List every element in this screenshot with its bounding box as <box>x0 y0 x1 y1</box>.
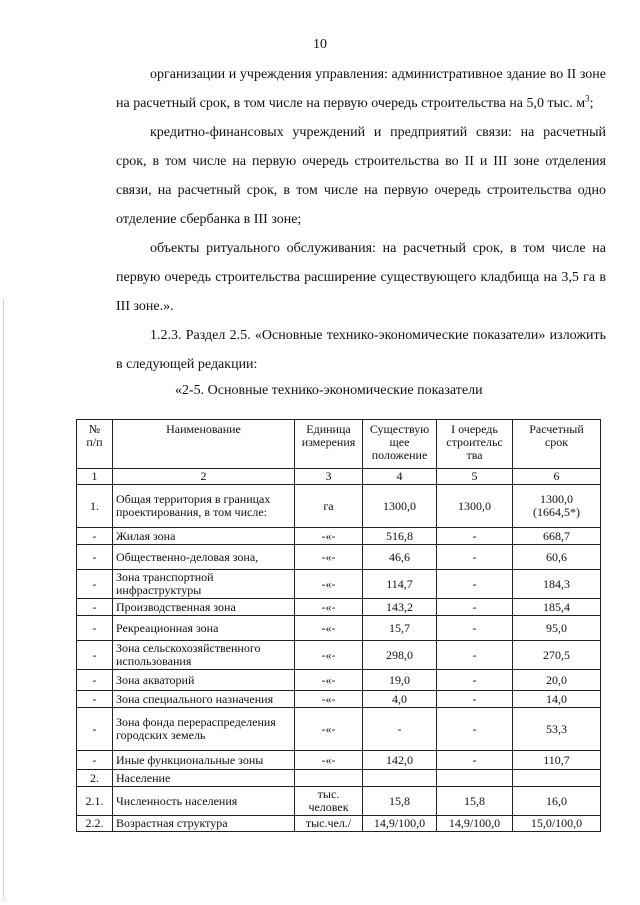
table-row <box>77 616 601 641</box>
header-unit: Единица измерения <box>295 420 363 469</box>
row-first-stage: - <box>437 570 513 599</box>
paragraph-finance: кредитно-финансовых учреждений и предприятий связи: на расчетный срок, в том числе на первую очередь строительства во II и III зоне отделения связи, на расчетный срок, в том числе на первую очередь строительства одно отделение сбербанка в III зоне; <box>116 125 606 227</box>
paragraph-section: 1.2.3. Раздел 2.5. «Основные технико-экономические показатели» изложить в следующей редакции: <box>116 328 606 372</box>
row-unit: -«- <box>295 570 363 599</box>
table-row <box>77 751 601 770</box>
table-row <box>77 570 601 599</box>
row-unit <box>295 770 363 787</box>
row-name: Население <box>113 770 295 787</box>
row-unit: -«- <box>295 599 363 616</box>
row-number: - <box>77 570 113 599</box>
table-row <box>77 708 601 751</box>
row-unit: тыс.чел./ <box>295 816 363 832</box>
row-number: - <box>77 670 113 691</box>
header-total: Расчетный срок <box>513 420 601 469</box>
column-number: 5 <box>437 469 513 485</box>
row-unit: -«- <box>295 528 363 545</box>
row-first-stage: 1300,0 <box>437 485 513 528</box>
row-existing: 516,8 <box>363 528 437 545</box>
row-name: Зона акваторий <box>113 670 295 691</box>
row-number: - <box>77 708 113 751</box>
indicators-table <box>76 419 601 832</box>
row-number: - <box>77 751 113 770</box>
header-name: Наименование <box>113 420 295 469</box>
row-number: - <box>77 545 113 570</box>
row-existing: 14,9/100,0 <box>363 816 437 832</box>
row-total: 16,0 <box>513 787 601 816</box>
row-existing: 15,7 <box>363 616 437 641</box>
row-existing <box>363 770 437 787</box>
row-name: Производственная зона <box>113 599 295 616</box>
row-name: Рекреационная зона <box>113 616 295 641</box>
table-row <box>77 816 601 832</box>
row-unit: тыс. человек <box>295 787 363 816</box>
row-unit: -«- <box>295 691 363 708</box>
row-first-stage: - <box>437 641 513 670</box>
row-total: 184,3 <box>513 570 601 599</box>
row-number: - <box>77 599 113 616</box>
paragraph-ritual: объекты ритуального обслуживания: на расчетный срок, в том числе на первую очередь строительства расширение существующего кладбища на 3,5 га в III зоне.». <box>116 241 606 314</box>
table-header-row <box>77 420 601 469</box>
row-number: - <box>77 691 113 708</box>
row-number: 2. <box>77 770 113 787</box>
table-row <box>77 545 601 570</box>
row-unit: -«- <box>295 670 363 691</box>
row-total: 14,0 <box>513 691 601 708</box>
row-existing: 114,7 <box>363 570 437 599</box>
row-first-stage: - <box>437 670 513 691</box>
row-unit: -«- <box>295 616 363 641</box>
row-first-stage: - <box>437 691 513 708</box>
column-number-row <box>77 469 601 485</box>
table-caption: «2-5. Основные технико-экономические показатели <box>175 383 483 398</box>
column-number: 3 <box>295 469 363 485</box>
row-existing: 1300,0 <box>363 485 437 528</box>
row-name: Зона специального назначения <box>113 691 295 708</box>
row-number: 1. <box>77 485 113 528</box>
row-unit: -«- <box>295 641 363 670</box>
row-first-stage: - <box>437 599 513 616</box>
row-total: 1300,0 (1664,5*) <box>513 485 601 528</box>
row-first-stage: 14,9/100,0 <box>437 816 513 832</box>
row-name: Общественно-деловая зона, <box>113 545 295 570</box>
row-name: Зона транспортной инфраструктуры <box>113 570 295 599</box>
row-total: 185,4 <box>513 599 601 616</box>
table-row <box>77 599 601 616</box>
row-first-stage: - <box>437 708 513 751</box>
row-number: 2.2. <box>77 816 113 832</box>
body-text <box>116 60 606 379</box>
row-existing: 4,0 <box>363 691 437 708</box>
column-number: 4 <box>363 469 437 485</box>
page-number: 10 <box>313 37 327 52</box>
row-unit: -«- <box>295 545 363 570</box>
header-existing: Существую щее положение <box>363 420 437 469</box>
table-row <box>77 787 601 816</box>
header-first-stage: I очередь строительс тва <box>437 420 513 469</box>
table-row <box>77 641 601 670</box>
row-existing: 298,0 <box>363 641 437 670</box>
table-row <box>77 485 601 528</box>
row-unit: -«- <box>295 751 363 770</box>
row-first-stage: - <box>437 751 513 770</box>
row-unit: -«- <box>295 708 363 751</box>
row-existing: 19,0 <box>363 670 437 691</box>
row-total: 110,7 <box>513 751 601 770</box>
row-number: - <box>77 528 113 545</box>
row-number: 2.1. <box>77 787 113 816</box>
paragraph-admin: организации и учреждения управления: административное здание во II зоне на расчетный срок, в том числе на первую очередь строительства на 5,0 тыс. $м^3$; <box>116 67 606 111</box>
row-name: Общая территория в границах проектирования, в том числе: <box>113 485 295 528</box>
row-name: Жилая зона <box>113 528 295 545</box>
table-row <box>77 770 601 787</box>
row-number: - <box>77 641 113 670</box>
row-total <box>513 770 601 787</box>
row-total: 15,0/100,0 <box>513 816 601 832</box>
row-total: 60,6 <box>513 545 601 570</box>
table-row <box>77 670 601 691</box>
row-name: Возрастная структура <box>113 816 295 832</box>
row-existing: - <box>363 708 437 751</box>
row-unit: га <box>295 485 363 528</box>
column-number: 1 <box>77 469 113 485</box>
table-row <box>77 528 601 545</box>
row-first-stage: - <box>437 616 513 641</box>
scan-edge-marks <box>3 300 5 900</box>
row-existing: 15,8 <box>363 787 437 816</box>
row-name: Иные функциональные зоны <box>113 751 295 770</box>
table-row <box>77 691 601 708</box>
row-total: 668,7 <box>513 528 601 545</box>
row-total: 95,0 <box>513 616 601 641</box>
row-existing: 142,0 <box>363 751 437 770</box>
column-number: 2 <box>113 469 295 485</box>
row-first-stage: - <box>437 528 513 545</box>
row-existing: 46,6 <box>363 545 437 570</box>
header-no: № п/п <box>77 420 113 469</box>
row-existing: 143,2 <box>363 599 437 616</box>
column-number: 6 <box>513 469 601 485</box>
row-total: 20,0 <box>513 670 601 691</box>
row-number: - <box>77 616 113 641</box>
row-total: 53,3 <box>513 708 601 751</box>
row-first-stage <box>437 770 513 787</box>
row-name: Зона фонда перераспределения городских земель <box>113 708 295 751</box>
row-first-stage: 15,8 <box>437 787 513 816</box>
row-first-stage: - <box>437 545 513 570</box>
row-total: 270,5 <box>513 641 601 670</box>
row-name: Зона сельскохозяйственного использования <box>113 641 295 670</box>
row-name: Численность населения <box>113 787 295 816</box>
